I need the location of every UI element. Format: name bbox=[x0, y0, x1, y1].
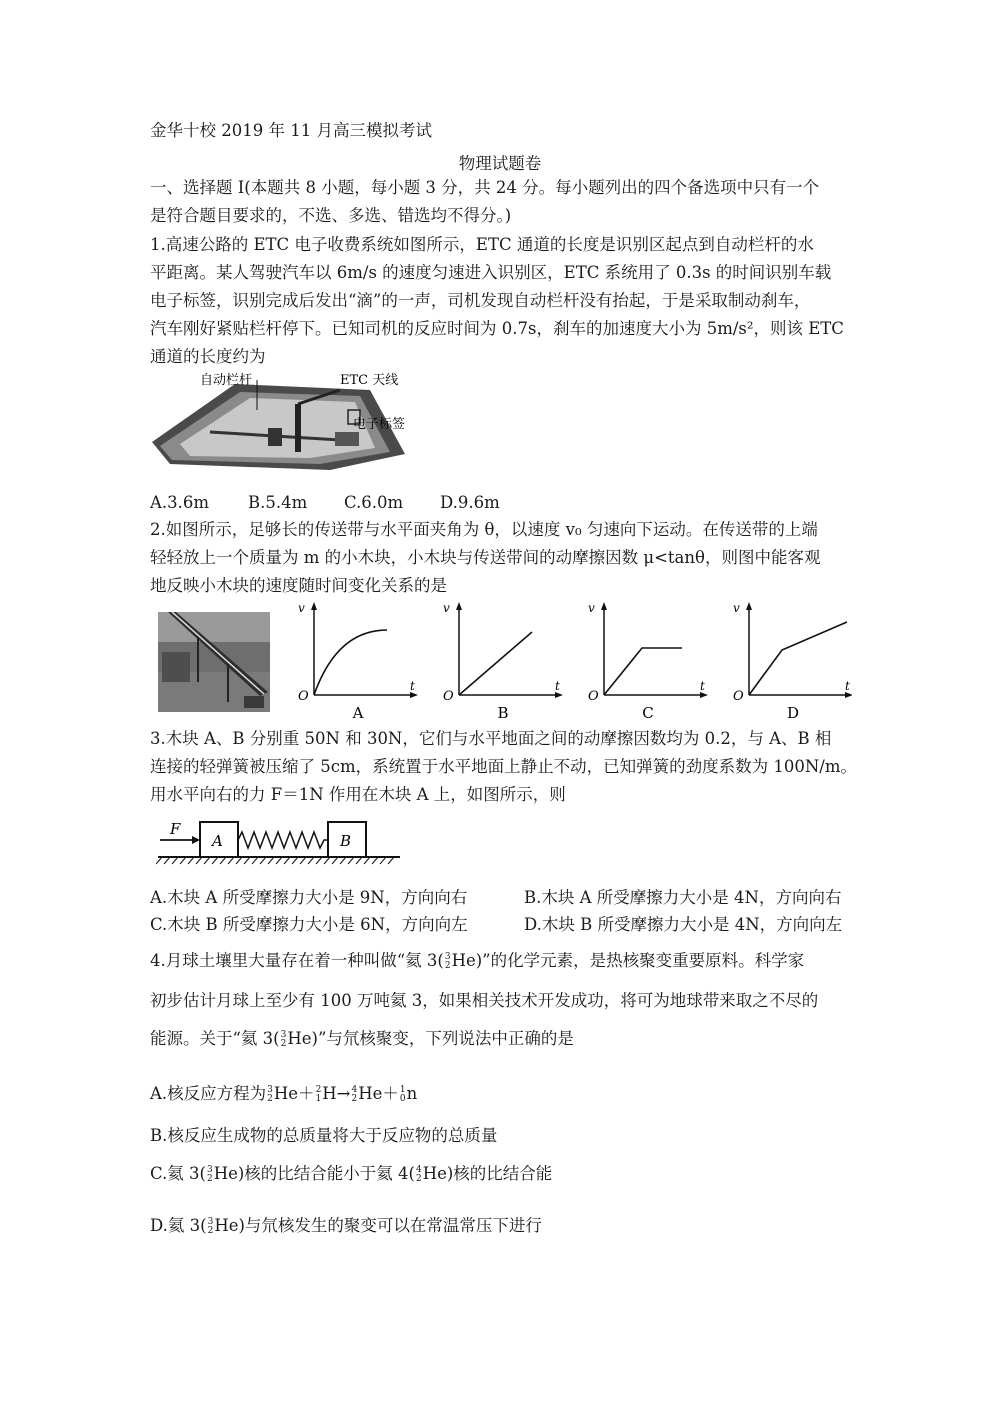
q4-he3-isotope: 3 2 bbox=[280, 1029, 287, 1049]
q1-option-b[interactable]: B.5.4m bbox=[248, 493, 308, 512]
q4-option-d[interactable]: D.氦 3( 3 2 He)与氘核发生的聚变可以在常温常压下进行 bbox=[150, 1216, 542, 1236]
section-instructions-line2: 是符合题目要求的，不选、多选、错选均不得分。) bbox=[150, 206, 512, 225]
q3-text-line3: 用水平向右的力 F＝1N 作用在木块 A 上，如图所示，则 bbox=[150, 785, 566, 804]
vt-origin-label: O bbox=[588, 689, 599, 704]
q1-text-line4: 汽车刚好紧贴栏杆停下。已知司机的反应时间为 0.7s，刹车的加速度大小为 5m/s²，则该 ETC bbox=[150, 319, 844, 338]
q3-spring bbox=[238, 832, 328, 848]
vt-axis-t-label: t bbox=[700, 679, 705, 693]
q4-text-line3: 能源。关于“氦 3( 3 2 He)”与氘核聚变，下列说法中正确的是 bbox=[150, 1029, 574, 1049]
q3-text-line1: 3.木块 A、B 分别重 50N 和 30N，它们与水平地面之间的动摩擦因数均为 0.2，与 A、B 相 bbox=[150, 729, 832, 748]
vt-graph-label: D bbox=[786, 704, 800, 722]
q1-text-line5: 通道的长度约为 bbox=[150, 347, 266, 366]
q2-vt-graphs bbox=[292, 600, 852, 722]
q3-label-f: F bbox=[170, 820, 181, 838]
q4-option-c[interactable]: C.氦 3( 3 2 He)核的比结合能小于氦 4( 4 2 He)核的比结合能 bbox=[150, 1164, 553, 1184]
q4-text-line2: 初步估计月球上至少有 100 万吨氦 3，如果相关技术开发成功，将可为地球带来取之不尽的 bbox=[150, 991, 819, 1010]
q3-label-b: B bbox=[340, 832, 352, 850]
q1-text-line3: 电子标签，识别完成后发出“滴”的一声，司机发现自动栏杆没有抬起，于是采取制动刹车， bbox=[150, 291, 811, 310]
q2-text-line3: 地反映小木块的速度随时间变化关系的是 bbox=[150, 576, 447, 595]
vt-curve bbox=[314, 630, 387, 695]
vt-axis-v-label: v bbox=[298, 601, 305, 615]
vt-graph-C bbox=[588, 601, 708, 722]
vt-curve bbox=[749, 622, 847, 695]
vt-axis-v-arrow-icon bbox=[311, 602, 317, 610]
q4-he3-isotope: 3 2 bbox=[444, 951, 451, 971]
q4-he3-isotope: 3 2 bbox=[206, 1164, 213, 1184]
vt-axis-v-arrow-icon bbox=[456, 602, 462, 610]
vt-axis-v-label: v bbox=[443, 601, 450, 615]
q1-option-d[interactable]: D.9.6m bbox=[440, 493, 500, 512]
q4-h2-isotope: 2 1 bbox=[315, 1084, 322, 1104]
vt-axis-v-label: v bbox=[588, 601, 595, 615]
vt-graph-A bbox=[298, 601, 418, 722]
q3-blocks-figure bbox=[156, 812, 406, 870]
vt-origin-label: O bbox=[298, 689, 309, 704]
q4-option-b[interactable]: B.核反应生成物的总质量将大于反应物的总质量 bbox=[150, 1126, 498, 1145]
q1-text-line1: 1.高速公路的 ETC 电子收费系统如图所示，ETC 通道的长度是识别区起点到自动栏杆的水 bbox=[150, 235, 814, 254]
q1-label-antenna: ETC 天线 bbox=[340, 373, 399, 388]
paper-title: 物理试题卷 bbox=[458, 154, 542, 173]
q3-force-arrow bbox=[192, 836, 200, 844]
vt-graph-label: C bbox=[642, 704, 654, 722]
q4-he3-isotope: 3 2 bbox=[267, 1084, 273, 1104]
vt-axis-t-label: t bbox=[845, 679, 850, 693]
vt-axis-v-arrow-icon bbox=[601, 602, 607, 610]
vt-graph-B bbox=[443, 601, 563, 722]
q3-label-a: A bbox=[212, 832, 223, 850]
q1-etc-figure bbox=[150, 362, 410, 484]
q3-option-b[interactable]: B.木块 A 所受摩擦力大小是 4N，方向向右 bbox=[524, 888, 842, 907]
vt-axis-v-label: v bbox=[733, 601, 740, 615]
q3-option-a[interactable]: A.木块 A 所受摩擦力大小是 9N，方向向右 bbox=[150, 888, 468, 907]
vt-axis-t-label: t bbox=[555, 679, 560, 693]
q4-he4-isotope: 4 2 bbox=[351, 1084, 358, 1104]
q3-option-d[interactable]: D.木块 B 所受摩擦力大小是 4N，方向向左 bbox=[524, 915, 843, 934]
section-instructions-line1: 一、选择题 I(本题共 8 小题，每小题 3 分，共 24 分。每小题列出的四个备选项中只有一个 bbox=[150, 178, 820, 197]
vt-curve bbox=[604, 648, 682, 695]
vt-graph-label: B bbox=[497, 704, 509, 722]
q1-label-tag: 电子标签 bbox=[353, 417, 406, 432]
vt-graph-D bbox=[733, 601, 852, 722]
q4-text-line1: 4.月球土壤里大量存在着一种叫做“氦 3( 3 2 He)”的化学元素，是热核聚变重要原料。科学家 bbox=[150, 951, 805, 971]
q2-text-line2: 轻轻放上一个质量为 m 的小木块，小木块与传送带间的动摩擦因数 μ<tanθ，则图中能客观 bbox=[150, 548, 821, 567]
q4-option-a[interactable]: A.核反应方程为 3 2 He＋ 2 1 H→ 4 2 He＋ 1 0 n bbox=[150, 1084, 418, 1104]
q4-he3-isotope: 3 2 bbox=[207, 1216, 214, 1236]
vt-graph-label: A bbox=[352, 704, 364, 722]
vt-origin-label: O bbox=[733, 689, 744, 704]
q1-text-line2: 平距离。某人驾驶汽车以 6m/s 的速度匀速进入识别区，ETC 系统用了 0.3s 的时间识别车载 bbox=[150, 263, 832, 282]
vt-origin-label: O bbox=[443, 689, 454, 704]
q1-label-barrier: 自动栏杆 bbox=[199, 373, 252, 388]
q2-text-line1: 2.如图所示，足够长的传送带与水平面夹角为 θ，以速度 v₀ 匀速向下运动。在传送带的上端 bbox=[150, 520, 818, 539]
q4-neutron-isotope: 1 0 bbox=[399, 1084, 406, 1104]
q3-text-line2: 连接的轻弹簧被压缩了 5cm，系统置于水平地面上静止不动，已知弹簧的劲度系数为 100N/m。 bbox=[150, 757, 858, 776]
q2-conveyor-photo bbox=[158, 612, 270, 712]
q1-option-a[interactable]: A.3.6m bbox=[150, 493, 210, 512]
q4-he4-isotope: 4 2 bbox=[415, 1164, 422, 1184]
vt-curve bbox=[459, 632, 532, 695]
vt-axis-t-label: t bbox=[410, 679, 415, 693]
vt-axis-v-arrow-icon bbox=[746, 602, 752, 610]
q3-option-c[interactable]: C.木块 B 所受摩擦力大小是 6N，方向向左 bbox=[150, 915, 468, 934]
q1-option-c[interactable]: C.6.0m bbox=[344, 493, 404, 512]
exam-title: 金华十校 2019 年 11 月高三模拟考试 bbox=[150, 121, 432, 140]
